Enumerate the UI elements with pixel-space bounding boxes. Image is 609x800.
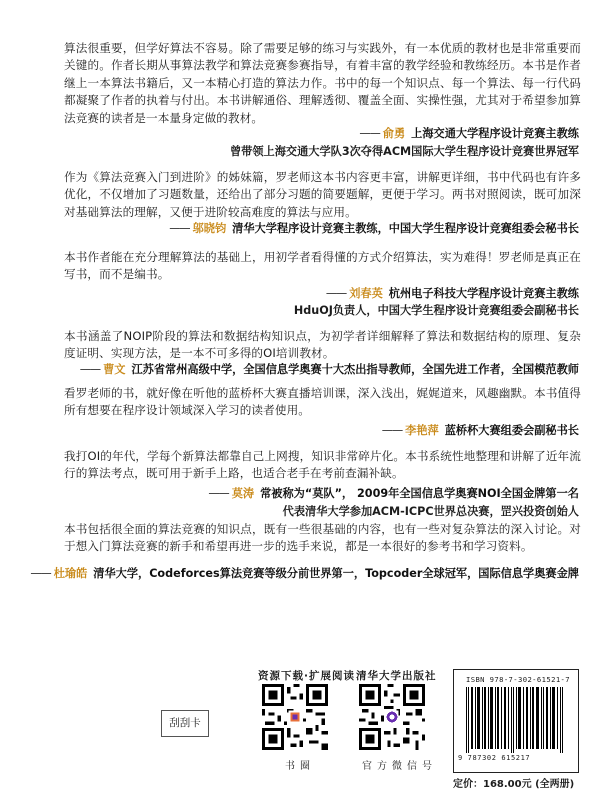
review-signature-2 (169, 221, 579, 237)
review-text-2: 作为《算法竞赛入门到进阶》的姊妹篇，罗老师这本书内容更丰富，讲解更详细，书中代码也有许多优化，不仅增加了习题数量，还给出了部分习题的简要题解，更便于学习。两书对照阅读，既可加深对基础算法的理解，又便于进阶较高难度的算法与应用。 (64, 170, 581, 219)
dash: —— (169, 222, 190, 235)
qr1-label: 资源下载·扩展阅读 (258, 670, 355, 682)
dash: —— (381, 424, 403, 437)
isbn-barcode (453, 669, 579, 773)
reviewer-title: 清华大学，Codeforces算法竞赛等级分前世界第一，Topcoder全球冠军，国际信息学奥赛金牌 (93, 567, 579, 580)
barcode-digits: 9 787302 615217 (458, 754, 531, 762)
qr-code-book-circle (262, 684, 328, 750)
reviewer-title: 蓝桥杯大赛组委会副秘书长 (444, 424, 579, 437)
qr1-caption: 书圈 (285, 761, 315, 772)
reviewer-title-line2: HduOJ负责人，中国大学生程序设计竞赛组委会副秘书长 (293, 304, 579, 317)
review-text-3: 本书作者能在充分理解算法的基础上，用初学者看得懂的方式介绍算法，实为难得！罗老师是真正在写书，而不是编书。 (64, 250, 581, 282)
review-signature-7 (30, 566, 579, 582)
reviewer-name: 邬晓钧 (192, 222, 227, 235)
dash: —— (359, 127, 380, 140)
qr2-label: 清华大学出版社 (356, 670, 437, 682)
reviewer-name: 俞勇 (382, 127, 406, 140)
review-signature-5 (382, 423, 579, 439)
review-text-4: 本书涵盖了NOIP阶段的算法和数据结构知识点，为初学者详细解释了算法和数据结构的原理、复杂度证明、实现方法，是一本不可多得的OI培训教材。 (64, 329, 581, 361)
review-signature-3 (326, 286, 579, 302)
reviewer-name: 李艳萍 (405, 424, 439, 437)
review-text-1: 算法很重要，但学好算法不容易。除了需要足够的练习与实践外，有一本优质的教材也是非常重要而关键的。作者长期从事算法教学和算法竞赛参赛指导，有着丰富的教学经验和教练经历。本书是作者继上一本算法书籍后，又一本精心打造的算法力作。书中的每一个知识点、每一个算法、每一行代码都凝聚了作者的执着与付出。本书讲解通俗、理解透彻、覆盖全面、实操性强，尤其对于希望参加算法竞赛的读者是一本量身定做的教材。 (64, 41, 581, 125)
reviewer-title: 江苏省常州高级中学，全国信息学奥赛十大杰出指导教师，全国先进工作者，全国模范教师 (131, 363, 579, 376)
dash: —— (30, 567, 51, 580)
dash: —— (79, 363, 101, 376)
reviewer-name: 杜瑜皓 (53, 567, 88, 580)
reviewer-name: 莫涛 (231, 487, 255, 500)
reviewer-title: 上海交通大学程序设计竞赛主教练 (411, 127, 579, 140)
review-text-6: 我打OI的年代，学每个新算法都靠自己上网搜，知识非常碎片化。本书系统性地整理和讲解了近年流行的算法考点，既可用于新手上路，也适合老手在考前查漏补缺。 (64, 449, 581, 481)
reviewer-name: 曹文 (103, 363, 126, 376)
review-signature-1 (359, 126, 579, 142)
dash: —— (325, 287, 347, 300)
reviewer-title: 常被称为“莫队”， 2009年全国信息学奥赛NOI全国金牌第一名 (260, 487, 579, 500)
review-signature-4 (80, 362, 579, 378)
barcode-bars (464, 687, 568, 753)
review-signature-6 (208, 486, 579, 502)
reviewer-title-line2: 代表清华大学参加ACM-ICPC世界总决赛，罡兴投资创始人 (282, 505, 579, 518)
scratch-card: 刮刮卡 (161, 710, 209, 737)
reviewer-name: 刘春英 (349, 287, 383, 300)
review-text-5: 看罗老师的书，就好像在听他的蓝桥杯大赛直播培训课，深入浅出，娓娓道来，风趣幽默。本书值得所有想要在程序设计领域深入学习的读者使用。 (64, 386, 581, 418)
price: 定价：168.00元 (全两册) (453, 779, 575, 790)
dash: —— (208, 487, 229, 500)
reviewer-title: 杭州电子科技大学程序设计竞赛主教练 (388, 287, 579, 300)
review-text-7: 本书包括很全面的算法竞赛的知识点，既有一些很基础的内容，也有一些对复杂算法的深入讨论。对于想入门算法竞赛的新手和希望再进一步的选手来说，都是一本很好的参考书和学习资料。 (64, 522, 581, 554)
qr-code-official-wechat (359, 684, 425, 750)
isbn-number: ISBN 978-7-302-61521-7 (466, 675, 570, 684)
reviewer-title-line2: 曾带领上海交通大学队3次夺得ACM国际大学生程序设计竞赛世界冠军 (229, 145, 579, 158)
qr2-caption: 官方微信号 (362, 761, 437, 772)
reviewer-title: 清华大学程序设计竞赛主教练，中国大学生程序设计竞赛组委会秘书长 (232, 222, 579, 235)
